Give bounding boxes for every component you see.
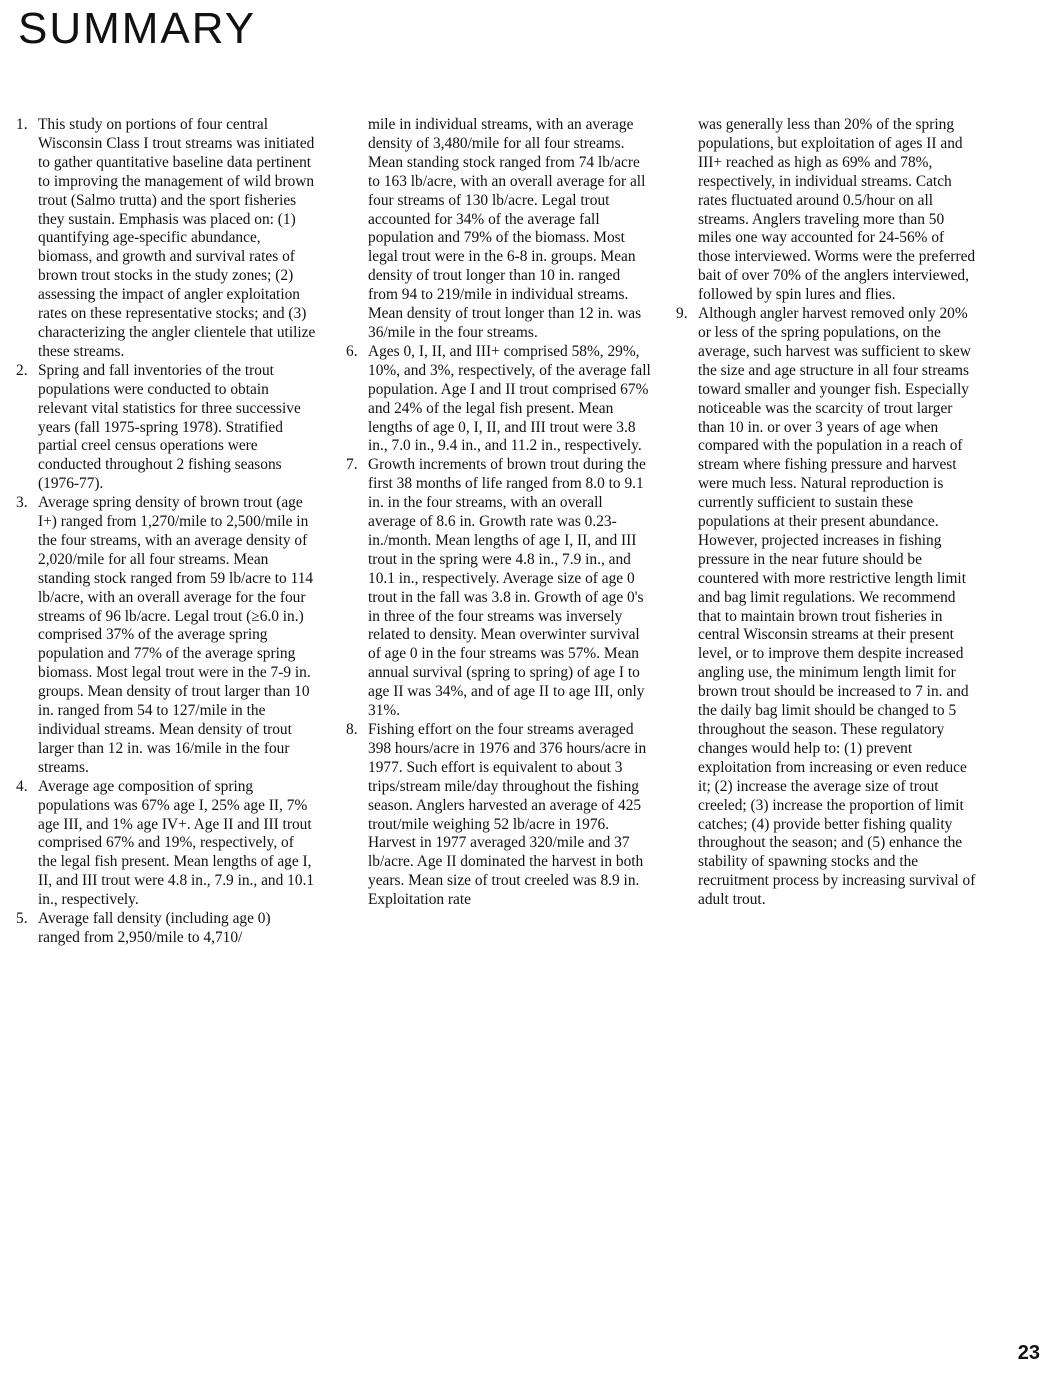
- summary-item-2: [16, 362, 316, 494]
- item-text: mile in individual streams, with an average density of 3,480/mile for all four streams. Mean standing stock ranged from 74 lb/acre to 163 lb/acre, with an overall average for all four streams of 130 lb/acre. Legal trout accounted for 34% of the average fall population and 79% of the biomass. Most legal trout were in the 6-8 in. groups. Mean density of trout longer than 10 in. ranged from 94 to 219/mile in individual streams. Mean density of trout longer than 12 in. was 36/mile in the four streams.: [368, 116, 646, 341]
- summary-item-3: [16, 494, 316, 778]
- item-number: 8.: [346, 721, 358, 738]
- item-text: Growth increments of brown trout during the first 38 months of life ranged from 8.0 to 9.1 in. in the four streams, with an overall average of 8.6 in. Growth rate was 0.23-in./month. Mean lengths of age I, II, and III trout in the spring were 4.8 in., 7.9 in., and 10.1 in., respectively. Average size of age 0 trout in the fall was 3.8 in. Growth of age 0's in three of the four streams was inversely related to density. Mean overwinter survival of age 0 in the four streams was 57%. Mean annual survival (spring to spring) of age I to age II was 34%, and of age II to age III, only 31%.: [368, 456, 646, 720]
- summary-item-8-continued: [676, 116, 978, 305]
- summary-item-6: [346, 343, 652, 456]
- item-text: This study on portions of four central Wisconsin Class I trout streams was initiated to gather quantitative baseline data pertinent to improving the management of wild brown trout (Salmo trutta) and the sport fisheries they sustain. Emphasis was placed on: (1) quantifying age-specific abundance, biomass, and growth and survival rates of brown trout stocks in the study zones; (2) assessing the impact of angler exploitation rates on these representative stocks; and (3) characterizing the angler clientele that utilize these streams.: [38, 116, 316, 360]
- summary-item-8: [346, 721, 652, 910]
- summary-item-5-continued: [346, 116, 652, 343]
- summary-item-7: [346, 456, 652, 721]
- page-title: SUMMARY: [18, 4, 257, 53]
- column-left: [16, 116, 316, 948]
- column-middle: [346, 116, 652, 910]
- item-number: 7.: [346, 456, 358, 474]
- column-right: [676, 116, 978, 910]
- item-text: Average fall density (including age 0) ranged from 2,950/mile to 4,710/: [38, 910, 271, 946]
- item-number: 6.: [346, 342, 358, 360]
- item-number: 5.: [16, 910, 28, 928]
- item-text: Average age composition of spring populations was 67% age I, 25% age II, 7% age III, and 1% age IV+. Age II and III trout comprised 67% and 19%, respectively, of the legal fish present. Mean lengths of age I, II, and III trout were 4.8 in., 7.9 in., and 10.1 in., respectively.: [38, 777, 315, 909]
- item-text: was generally less than 20% of the spring populations, but exploitation of ages II and III+ reached as high as 69% and 78%, respectively, in individual streams. Catch rates fluctuated around 0.5/hour on all streams. Anglers traveling more than 50 miles one way accounted for 24-56% of those interviewed. Worms were the preferred bait of over 70% of the anglers interviewed, followed by spin lures and flies.: [698, 116, 976, 304]
- item-number: 9.: [676, 305, 688, 323]
- item-number: 1.: [16, 116, 28, 133]
- item-number: 3.: [16, 494, 28, 512]
- item-text: Ages 0, I, II, and III+ comprised 58%, 29%, 10%, and 3%, respectively, of the average fall population. Age I and II trout comprised 67% and 24% of the legal fish present. Mean lengths of age 0, I, II, and III trout were 3.8 in., 7.0 in., 9.4 in., and 11.2 in., respectively.: [368, 342, 651, 455]
- item-text: Although angler harvest removed only 20% or less of the spring populations, on the average, such harvest was sufficient to skew the size and age structure in all four streams toward smaller and younger fish. Especially noticeable was the scarcity of trout larger than 10 in. or over 3 years of age when compared with the population in a reach of stream where fishing pressure and harvest were much less. Natural reproduction is currently sufficient to sustain these populations at their present abundance. However, projected increases in fishing pressure in the near future should be countered with more restrictive length limit and bag limit regulations. We recommend that to maintain brown trout fisheries in central Wisconsin streams at their present level, or to improve them despite increased angling use, the minimum length limit for brown trout should be increased to 7 in. and the daily bag limit should be changed to 5 throughout the season. These regulatory changes would help to: (1) prevent exploitation from increasing or even reduce it; (2) increase the average size of trout creeled; (3) increase the proportion of limit catches; (4) provide better fishing quality throughout the season; and (5) enhance the stability of spawning stocks and the recruitment process by increasing survival of adult trout.: [698, 305, 976, 909]
- summary-item-9: [676, 305, 978, 910]
- summary-item-1: [16, 116, 316, 362]
- summary-item-4: [16, 778, 316, 910]
- item-text: Average spring density of brown trout (age I+) ranged from 1,270/mile to 2,500/mile in the four streams, with an average density of 2,020/mile for all four streams. Mean standing stock ranged from 59 lb/acre to 114 lb/acre, with an overall average for the four streams of 96 lb/acre. Legal trout (≥6.0 in.) comprised 37% of the average spring population and 77% of the average spring biomass. Most legal trout were in the 7-9 in. groups. Mean density of trout larger than 10 in. ranged from 54 to 127/mile in the individual streams. Mean density of trout larger than 12 in. was 16/mile in the four streams.: [38, 494, 314, 776]
- item-number: 2.: [16, 361, 28, 379]
- page-number: 23: [1017, 1342, 1040, 1364]
- item-text: Fishing effort on the four streams averaged 398 hours/acre in 1976 and 376 hours/acre in 1977. Such effort is equivalent to about 3 trips/stream mile/day throughout the fishing season. Anglers harvested an average of 425 trout/mile weighing 52 lb/acre in 1976. Harvest in 1977 averaged 320/mile and 37 lb/acre. Age II dominated the harvest in both years. Mean size of trout creeled was 8.9 in. Exploitation rate: [368, 721, 647, 909]
- summary-item-5: [16, 910, 316, 948]
- item-text: Spring and fall inventories of the trout populations were conducted to obtain relevant vital statistics for three successive years (fall 1975-spring 1978). Stratified partial creel census operations were conducted throughout 2 fishing seasons (1976-77).: [38, 361, 301, 493]
- item-number: 4.: [16, 777, 28, 795]
